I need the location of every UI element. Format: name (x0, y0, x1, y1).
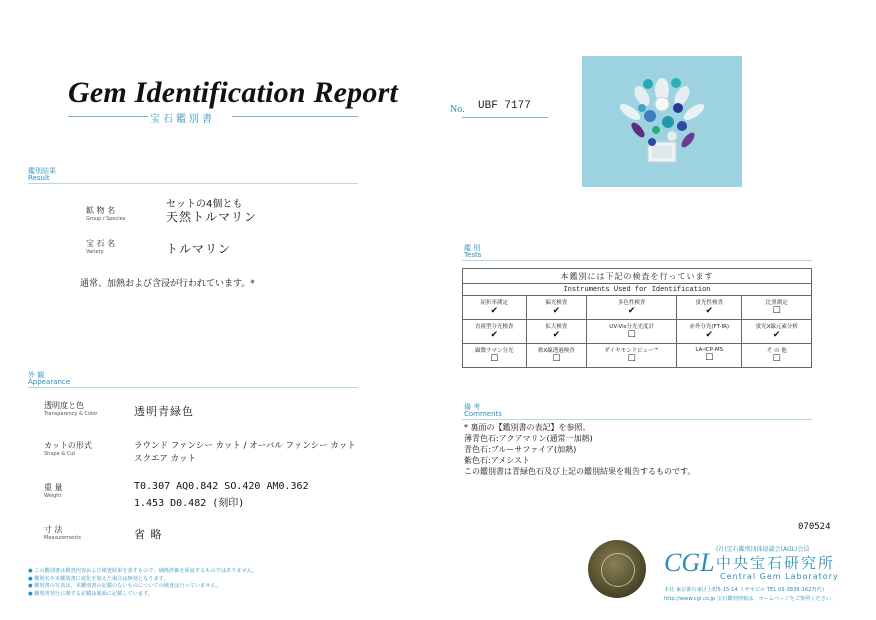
cut-label: カットの形式 (44, 441, 92, 450)
result-section-en: Result (28, 174, 50, 182)
comments-section-en: Comments (464, 410, 502, 418)
test-cell (677, 344, 742, 368)
report-number-label: No. (450, 104, 465, 115)
report-code: 070524 (798, 522, 831, 532)
test-name: 拡大検査 (545, 324, 568, 330)
cut-value-1: ラウンド ファンシー カット / オーバル ファンシー カット (134, 441, 356, 451)
tests-header-en: Instruments Used for Identification (463, 284, 812, 296)
color-label-en: Transparency & Color (44, 411, 98, 417)
test-check-icon: ✔ (552, 306, 561, 316)
comment-line: この鑑別書は青緑色石及び上記の鑑別結果を報告するものです。 (464, 467, 696, 476)
brooch-illustration-icon (582, 56, 742, 187)
test-name: 多色性検査 (617, 300, 646, 306)
org-name-jp: 中央宝石研究所 (716, 554, 836, 572)
test-checkbox-icon: ☐ (627, 330, 636, 340)
color-label: 透明度と色 (44, 401, 84, 410)
report-number: UBF 7177 (478, 100, 531, 112)
comment-line: 薄青色石:アクアマリン(通常一加熱) (464, 434, 593, 443)
comment-line: * 裏面の【鑑別書の表記】を参照。 (464, 423, 591, 432)
weight-label: 重 量 (44, 483, 63, 492)
test-check-icon: ✔ (552, 330, 561, 340)
test-name: 蛍光性検査 (695, 300, 723, 306)
tests-table (462, 268, 812, 368)
test-name: ダイヤモンドビュー™ (604, 348, 660, 354)
test-cell (587, 344, 677, 368)
footer-note: ● 鑑別書の写真は、本鑑別書の記載のないものについての検査は行っていません。 (28, 583, 222, 589)
result-divider (28, 183, 358, 184)
test-check-icon: ✔ (490, 330, 499, 340)
footer-note: ● 鑑別名や本鑑別書に変化を加えた場合は無効となります。 (28, 575, 169, 582)
report-number-underline (462, 117, 548, 118)
weight-value-1: T0.307 AQ0.842 SO.420 AM0.362 (134, 481, 309, 492)
tests-divider (462, 260, 812, 261)
species-value: 天然トルマリン (166, 210, 258, 224)
species-label: 鉱 物 名 (86, 206, 116, 215)
footer-notes (28, 568, 368, 598)
variety-label-en: Variety (86, 249, 104, 255)
weight-label-en: Weight (44, 493, 62, 499)
test-checkbox-icon: ☐ (627, 354, 636, 364)
seal-inner-ring (601, 553, 635, 587)
tests-section-jp: 鑑 別 (464, 244, 481, 252)
measurements-label-en: Measurements (44, 535, 81, 541)
measurements-value: 省 略 (134, 528, 163, 541)
test-checkbox-icon: ☐ (772, 306, 781, 316)
test-cell (742, 344, 812, 368)
weight-value-2: 1.453 D0.482 (刻印) (134, 498, 245, 509)
measurements-label: 寸 法 (44, 525, 63, 534)
test-check-icon: ✔ (705, 306, 713, 316)
test-cell (526, 296, 587, 320)
cut-label-en: Shape & Cut (44, 451, 76, 457)
org-affiliation: (社)宝石鑑別団体協議会(AGL)会員 (716, 546, 810, 553)
variety-value: トルマリン (166, 242, 232, 256)
result-section-jp: 鑑別結果 (28, 167, 56, 175)
comments-section-jp: 備 考 (464, 403, 481, 411)
test-name: そ の 他 (766, 348, 787, 354)
tests-section-en: Tests (464, 251, 482, 259)
test-name: 蛍光X線元素分析 (755, 324, 798, 330)
comments-divider (462, 419, 812, 420)
cgl-logo-icon: CGL (664, 548, 715, 577)
report-subtitle: 宝石鑑別書 (150, 114, 215, 125)
test-name: 屈折率測定 (480, 300, 508, 306)
test-checkbox-icon: ☐ (705, 353, 714, 363)
test-name: UV-Vis分光光度計 (609, 324, 654, 330)
test-cell (742, 296, 812, 320)
test-checkbox-icon: ☐ (772, 354, 781, 364)
subtitle-line-right (232, 116, 358, 117)
test-cell (742, 320, 812, 344)
test-cell (587, 320, 677, 344)
comment-line: 紫色石:アメシスト (464, 456, 530, 465)
test-cell (587, 296, 677, 320)
comments-body (464, 422, 695, 477)
color-value: 透明青緑色 (134, 405, 194, 418)
appearance-section-en: Appearance (28, 378, 71, 386)
footer-note: ● この鑑別書は検査内容および検査結果を表すもので、価格評価を保証するものではありません。 (28, 568, 258, 574)
test-name: 偏光検査 (545, 300, 568, 306)
test-check-icon: ✔ (490, 306, 499, 316)
report-title: Gem Identification Report (68, 76, 398, 109)
test-cell (463, 344, 527, 368)
subtitle-line-left (68, 116, 148, 117)
test-cell (463, 320, 527, 344)
appearance-divider (28, 387, 358, 388)
comment-line: 青色石:ブルーサファイア(加熱) (464, 445, 577, 454)
variety-label: 宝 石 名 (86, 239, 116, 248)
org-name-en: Central Gem Laboratory (720, 572, 839, 581)
test-name: LA-ICP-MS (695, 347, 724, 353)
org-website: http://www.cgl.co.jp 宝石鑑別情報は、ホームページをご参照ください。 (664, 596, 837, 602)
test-cell (677, 296, 742, 320)
test-name: 軟X線透過検査 (537, 348, 575, 354)
treatment-note: 通常、加熱および含浸が行われています。* (80, 279, 255, 289)
test-name: 顕微ラマン分光 (474, 348, 514, 354)
species-note: セットの4個とも (166, 199, 243, 210)
species-label-en: Group / Species (86, 216, 126, 222)
test-checkbox-icon: ☐ (552, 354, 561, 364)
org-address: 本社 東京都台東区上野5-15-14 ミサギビル TEL 03-3836-1627(代) (664, 587, 824, 593)
test-cell (677, 320, 742, 344)
appearance-section-jp: 外 観 (28, 371, 45, 379)
cut-value-2: スクエア カット (134, 454, 196, 464)
test-checkbox-icon: ☐ (490, 354, 499, 364)
test-check-icon: ✔ (627, 306, 636, 316)
footer-note: ● 鑑別書発行に関する記載は裏面に記載しています。 (28, 590, 154, 597)
test-cell (526, 344, 587, 368)
test-cell (526, 320, 587, 344)
test-name: 比重測定 (765, 300, 788, 306)
test-cell (463, 296, 527, 320)
test-name: 直視型分光検査 (474, 324, 514, 330)
gemstone-photo (582, 56, 742, 187)
test-check-icon: ✔ (705, 330, 713, 340)
test-check-icon: ✔ (772, 330, 781, 340)
tests-header-jp: 本鑑別には下記の検査を行っています (463, 269, 812, 284)
test-name: 赤外分光(FT-IR) (689, 324, 730, 330)
